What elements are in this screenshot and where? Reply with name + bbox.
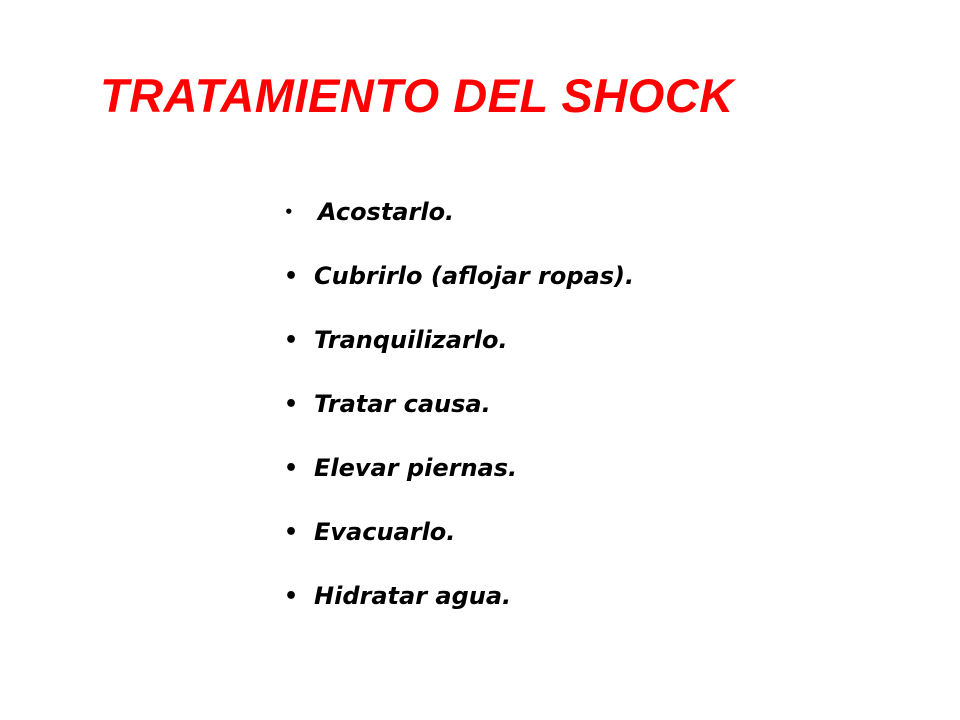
bullet-icon: •: [284, 203, 294, 221]
list-item: [284, 500, 634, 564]
list-item-text: Hidratar agua.: [314, 582, 512, 610]
list-item-text: Tratar causa.: [314, 390, 491, 418]
list-item-text: Cubrirlo (aflojar ropas).: [314, 262, 635, 290]
list-item: [284, 372, 634, 436]
slide-title: TRATAMIENTO DEL SHOCK: [100, 69, 734, 122]
list-item: [284, 180, 634, 244]
bullet-icon: •: [284, 263, 299, 289]
list-item: [284, 308, 634, 372]
list-item-text: Acostarlo.: [318, 198, 455, 226]
bullet-icon: •: [284, 327, 299, 353]
bullet-icon: •: [284, 455, 299, 481]
bullet-icon: •: [284, 391, 299, 417]
bullet-icon: •: [284, 519, 299, 545]
list-item: [284, 564, 634, 628]
bullet-list: [284, 180, 634, 628]
bullet-icon: •: [284, 583, 299, 609]
list-item-text: Elevar piernas.: [314, 454, 518, 482]
list-item: [284, 244, 634, 308]
list-item: [284, 436, 634, 500]
list-item-text: Tranquilizarlo.: [314, 326, 508, 354]
list-item-text: Evacuarlo.: [314, 518, 456, 546]
